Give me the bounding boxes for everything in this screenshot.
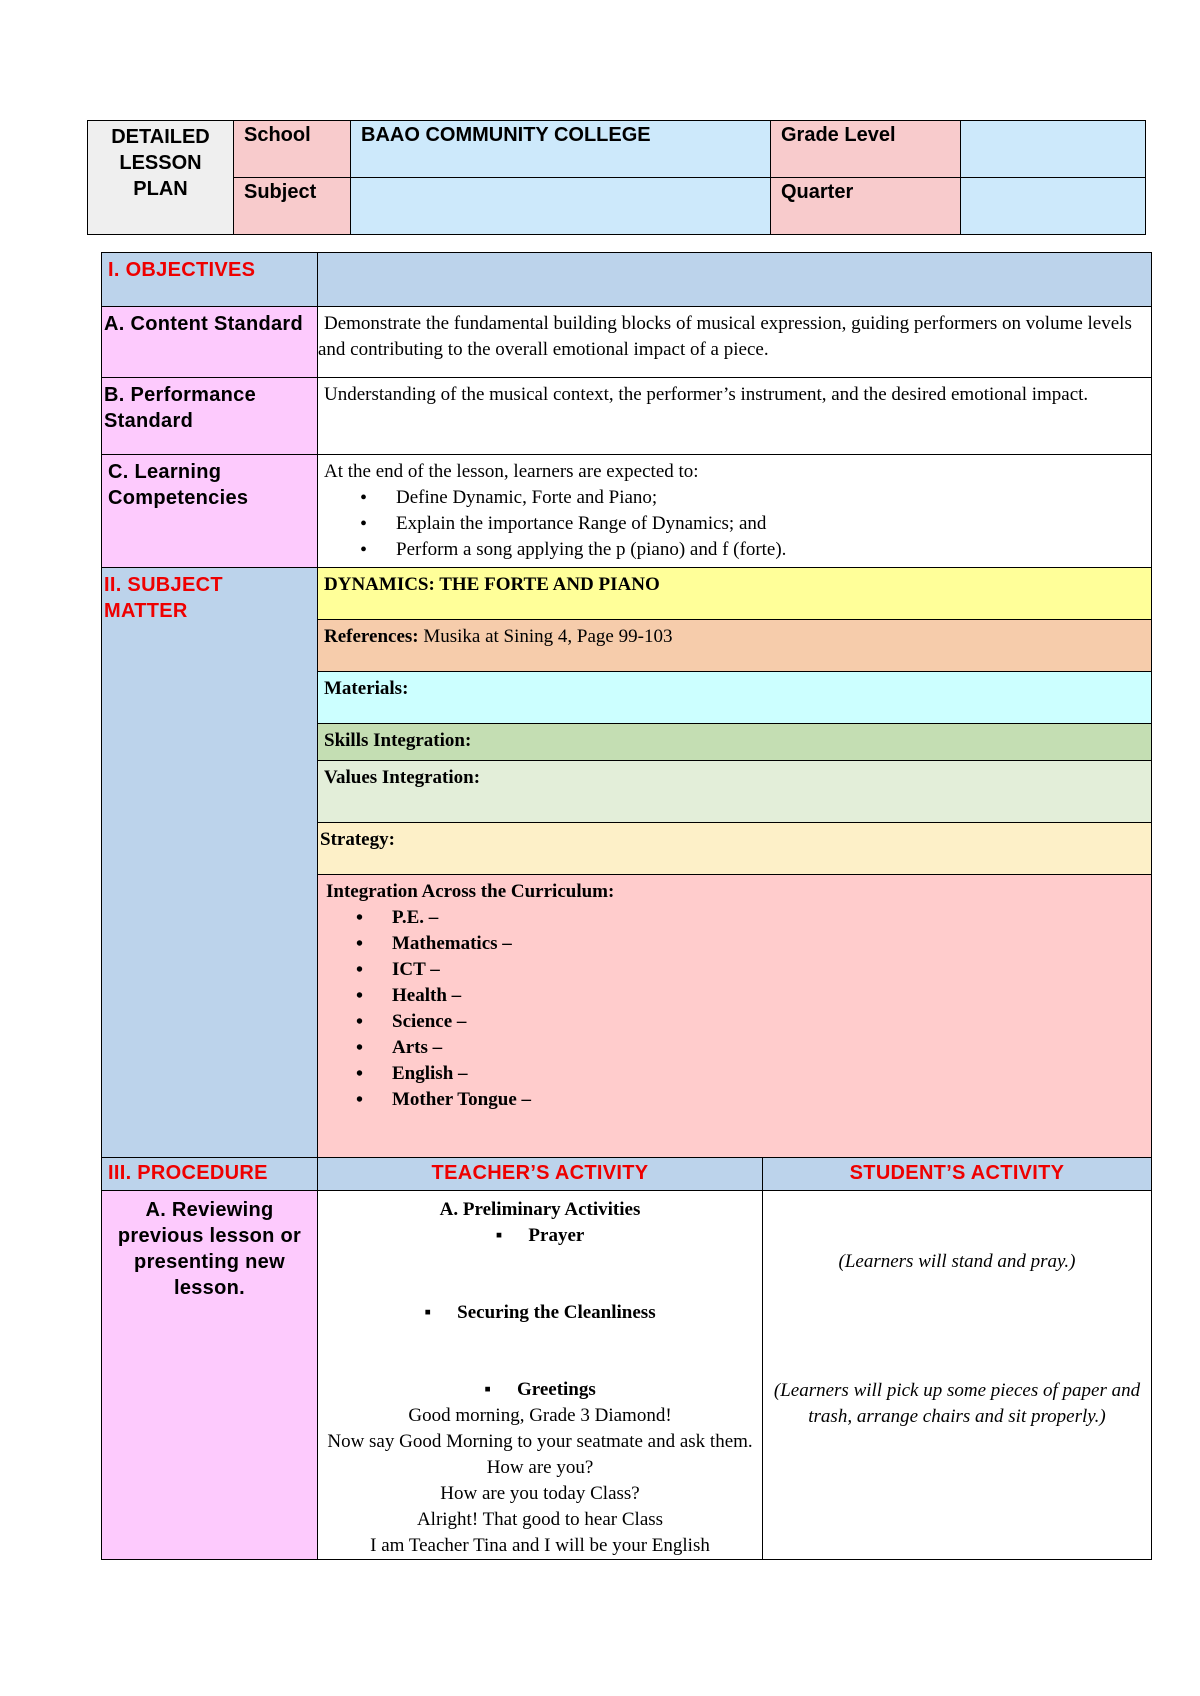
competency-item: • Define Dynamic, Forte and Piano; bbox=[360, 485, 1149, 511]
learning-competencies-label: C. Learning Competencies bbox=[102, 455, 318, 568]
quarter-label: Quarter bbox=[771, 178, 961, 235]
lesson-plan-header bbox=[87, 120, 1146, 235]
integration-label: Integration Across the Curriculum: bbox=[326, 881, 615, 902]
references-label: References: bbox=[324, 626, 419, 647]
content-standard-text: Demonstrate the fundamental building blocks of musical expression, guiding performers on volume levels and contributing to the overall emotional impact of a piece. bbox=[318, 307, 1152, 378]
procedure-heading: III. PROCEDURE bbox=[102, 1158, 318, 1191]
school-value: BAAO COMMUNITY COLLEGE bbox=[351, 121, 771, 178]
teacher-line: Alright! That good to hear Class bbox=[416, 1509, 664, 1530]
greetings-item bbox=[318, 1377, 762, 1403]
references-cell bbox=[318, 620, 1152, 672]
lesson-topic: DYNAMICS: THE FORTE AND PIANO bbox=[318, 568, 1152, 620]
student-prayer-response: (Learners will stand and pray.) bbox=[838, 1251, 1076, 1272]
content-standard-row bbox=[102, 307, 1152, 378]
integration-cell bbox=[318, 875, 1152, 1158]
skills-integration-label: Skills Integration: bbox=[318, 724, 1152, 761]
student-activity-cell bbox=[763, 1191, 1152, 1560]
objectives-row bbox=[102, 253, 1152, 307]
integration-list bbox=[326, 905, 1149, 1113]
competencies-intro: At the end of the lesson, learners are expected to: bbox=[324, 461, 699, 482]
school-label: School bbox=[234, 121, 351, 178]
integration-item: • Science – bbox=[356, 1009, 1149, 1035]
learning-competencies-row bbox=[102, 455, 1152, 568]
prayer-label: Prayer bbox=[528, 1225, 585, 1246]
integration-item: • Arts – bbox=[356, 1035, 1149, 1061]
grade-level-label: Grade Level bbox=[771, 121, 961, 178]
integration-item: • Mother Tongue – bbox=[356, 1087, 1149, 1113]
teacher-activity-cell bbox=[318, 1191, 763, 1560]
teacher-line: I am Teacher Tina and I will be your English bbox=[370, 1535, 710, 1556]
student-activity-heading: STUDENT’S ACTIVITY bbox=[763, 1158, 1152, 1191]
learning-competencies-cell bbox=[318, 455, 1152, 568]
teacher-activity-heading: TEACHER’S ACTIVITY bbox=[318, 1158, 763, 1191]
teacher-line: How are you today Class? bbox=[440, 1483, 640, 1504]
topic-row bbox=[102, 568, 1152, 620]
objectives-heading: I. OBJECTIVES bbox=[102, 253, 318, 307]
performance-standard-label: B. Performance Standard bbox=[102, 378, 318, 455]
objectives-blank bbox=[318, 253, 1152, 307]
prayer-item bbox=[318, 1223, 762, 1249]
references-value: Musika at Sining 4, Page 99-103 bbox=[423, 626, 673, 647]
integration-item: • Health – bbox=[356, 983, 1149, 1009]
teacher-line: Good morning, Grade 3 Diamond! bbox=[408, 1405, 672, 1426]
lesson-plan-body bbox=[101, 252, 1152, 1560]
performance-standard-text: Understanding of the musical context, the performer’s instrument, and the desired emotional impact. bbox=[318, 378, 1152, 455]
plan-title: DETAILED LESSON PLAN bbox=[88, 121, 234, 235]
materials-label: Materials: bbox=[318, 672, 1152, 724]
procedure-step-a-row bbox=[102, 1191, 1152, 1560]
subject-label: Subject bbox=[234, 178, 351, 235]
teacher-line: Now say Good Morning to your seatmate and ask them. How are you? bbox=[327, 1431, 753, 1478]
integration-item: • Mathematics – bbox=[356, 931, 1149, 957]
values-integration-label: Values Integration: bbox=[318, 761, 1152, 823]
quarter-value bbox=[961, 178, 1146, 235]
competencies-list bbox=[324, 485, 1149, 563]
step-a-label: A. Reviewing previous lesson or presenting new lesson. bbox=[102, 1191, 318, 1560]
integration-item: • English – bbox=[356, 1061, 1149, 1087]
cleanliness-item bbox=[318, 1300, 762, 1326]
competency-item: • Perform a song applying the p (piano) and f (forte). bbox=[360, 537, 1149, 563]
preliminary-activities-title: A. Preliminary Activities bbox=[439, 1199, 641, 1220]
student-cleanliness-response: (Learners will pick up some pieces of paper and trash, arrange chairs and sit properly.) bbox=[773, 1380, 1141, 1427]
procedure-header-row bbox=[102, 1158, 1152, 1191]
cleanliness-label: Securing the Cleanliness bbox=[457, 1302, 656, 1323]
competency-item: • Explain the importance Range of Dynamics; and bbox=[360, 511, 1149, 537]
grade-level-value bbox=[961, 121, 1146, 178]
strategy-label: Strategy: bbox=[318, 823, 1152, 875]
subject-matter-heading: II. SUBJECT MATTER bbox=[102, 568, 318, 1158]
subject-value bbox=[351, 178, 771, 235]
integration-item: • P.E. – bbox=[356, 905, 1149, 931]
integration-item: • ICT – bbox=[356, 957, 1149, 983]
greetings-label: Greetings bbox=[516, 1379, 596, 1400]
content-standard-label: A. Content Standard bbox=[102, 307, 318, 378]
performance-standard-row bbox=[102, 378, 1152, 455]
